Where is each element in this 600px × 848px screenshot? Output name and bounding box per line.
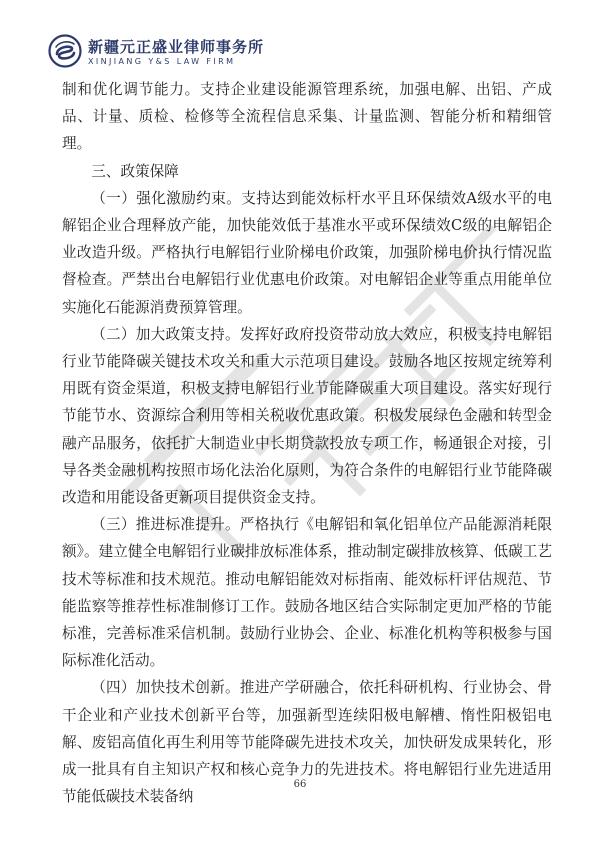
paragraph: （三）推进标准提升。严格执行《电解铝和氧化铝单位产品能源消耗限额》。建立健全电解铝行业碳排放标准体系，推动制定碳排放核算、低碳工艺技术等标准和技术规范。推动电解铝能效对标指南、能效标杆评估规范、节能监察等推荐性标准制修订工作。鼓励各地区结合实际制定更加严格的节能标准，完善标准采信机制。鼓励行业协会、企业、标准化机构等积极参与国际标准化活动。 — [62, 516, 552, 670]
paragraph: （二）加大政策支持。发挥好政府投资带动放大效应，积极支持电解铝行业节能降碳关键技术攻关和重大示范项目建设。鼓励各地区按规定统筹利用既有资金渠道，积极支持电解铝行业节能降碳重大项目建设。落实好现行节能节水、资源综合利用等相关税收优惠政策。积极发展绿色金融和转型金融产品服务，依托扩大制造业中长期贷款投放专项工作，畅通银企对接，引导各类金融机构按照市场化法治化原则，为符合条件的电解铝行业节能降碳改造和用能设备更新项目提供资金支持。 — [62, 325, 552, 507]
paragraph: （一）强化激励约束。支持达到能效标杆水平且环保绩效A级水平的电解铝企业合理释放产能，加快能效低于基准水平或环保绩效C级的电解铝企业改造升级。严格执行电解铝行业阶梯电价政策，加强阶梯电价执行情况监督检查。严禁出台电解铝行业优惠电价政策。对电解铝企业等重点用能单位实施化石能源消费预算管理。 — [62, 189, 552, 316]
page-number: 66 — [293, 779, 307, 790]
section-heading: 三、政策保障 — [91, 162, 179, 180]
page-header — [48, 30, 568, 74]
firm-name-en: XINJIANG Y&S LAW FIRM — [88, 57, 236, 66]
paragraph: 制和优化调节能力。支持企业建设能源管理系统，加强电解、出铝、产成品、计量、质检、检修等全流程信息采集、计量监测、智能分析和精细管理。 — [62, 81, 552, 153]
paragraph: （四）加快技术创新。推进产学研融合，依托科研机构、行业协会、骨干企业和产业技术创新平台等，加强新型连续阳极电解槽、惰性阳极铝电解、废铝高值化再生利用等节能降碳先进技术攻关，加快研发成果转化，形成一批具有自主知识产权和核心竞争力的先进技术。将电解铝行业先进适用节能低碳技术装备纳 — [62, 679, 552, 806]
firm-logo-icon — [48, 34, 82, 68]
firm-name-cn: 新疆元正盛业律师事务所 — [88, 38, 265, 56]
document-body — [62, 76, 552, 810]
